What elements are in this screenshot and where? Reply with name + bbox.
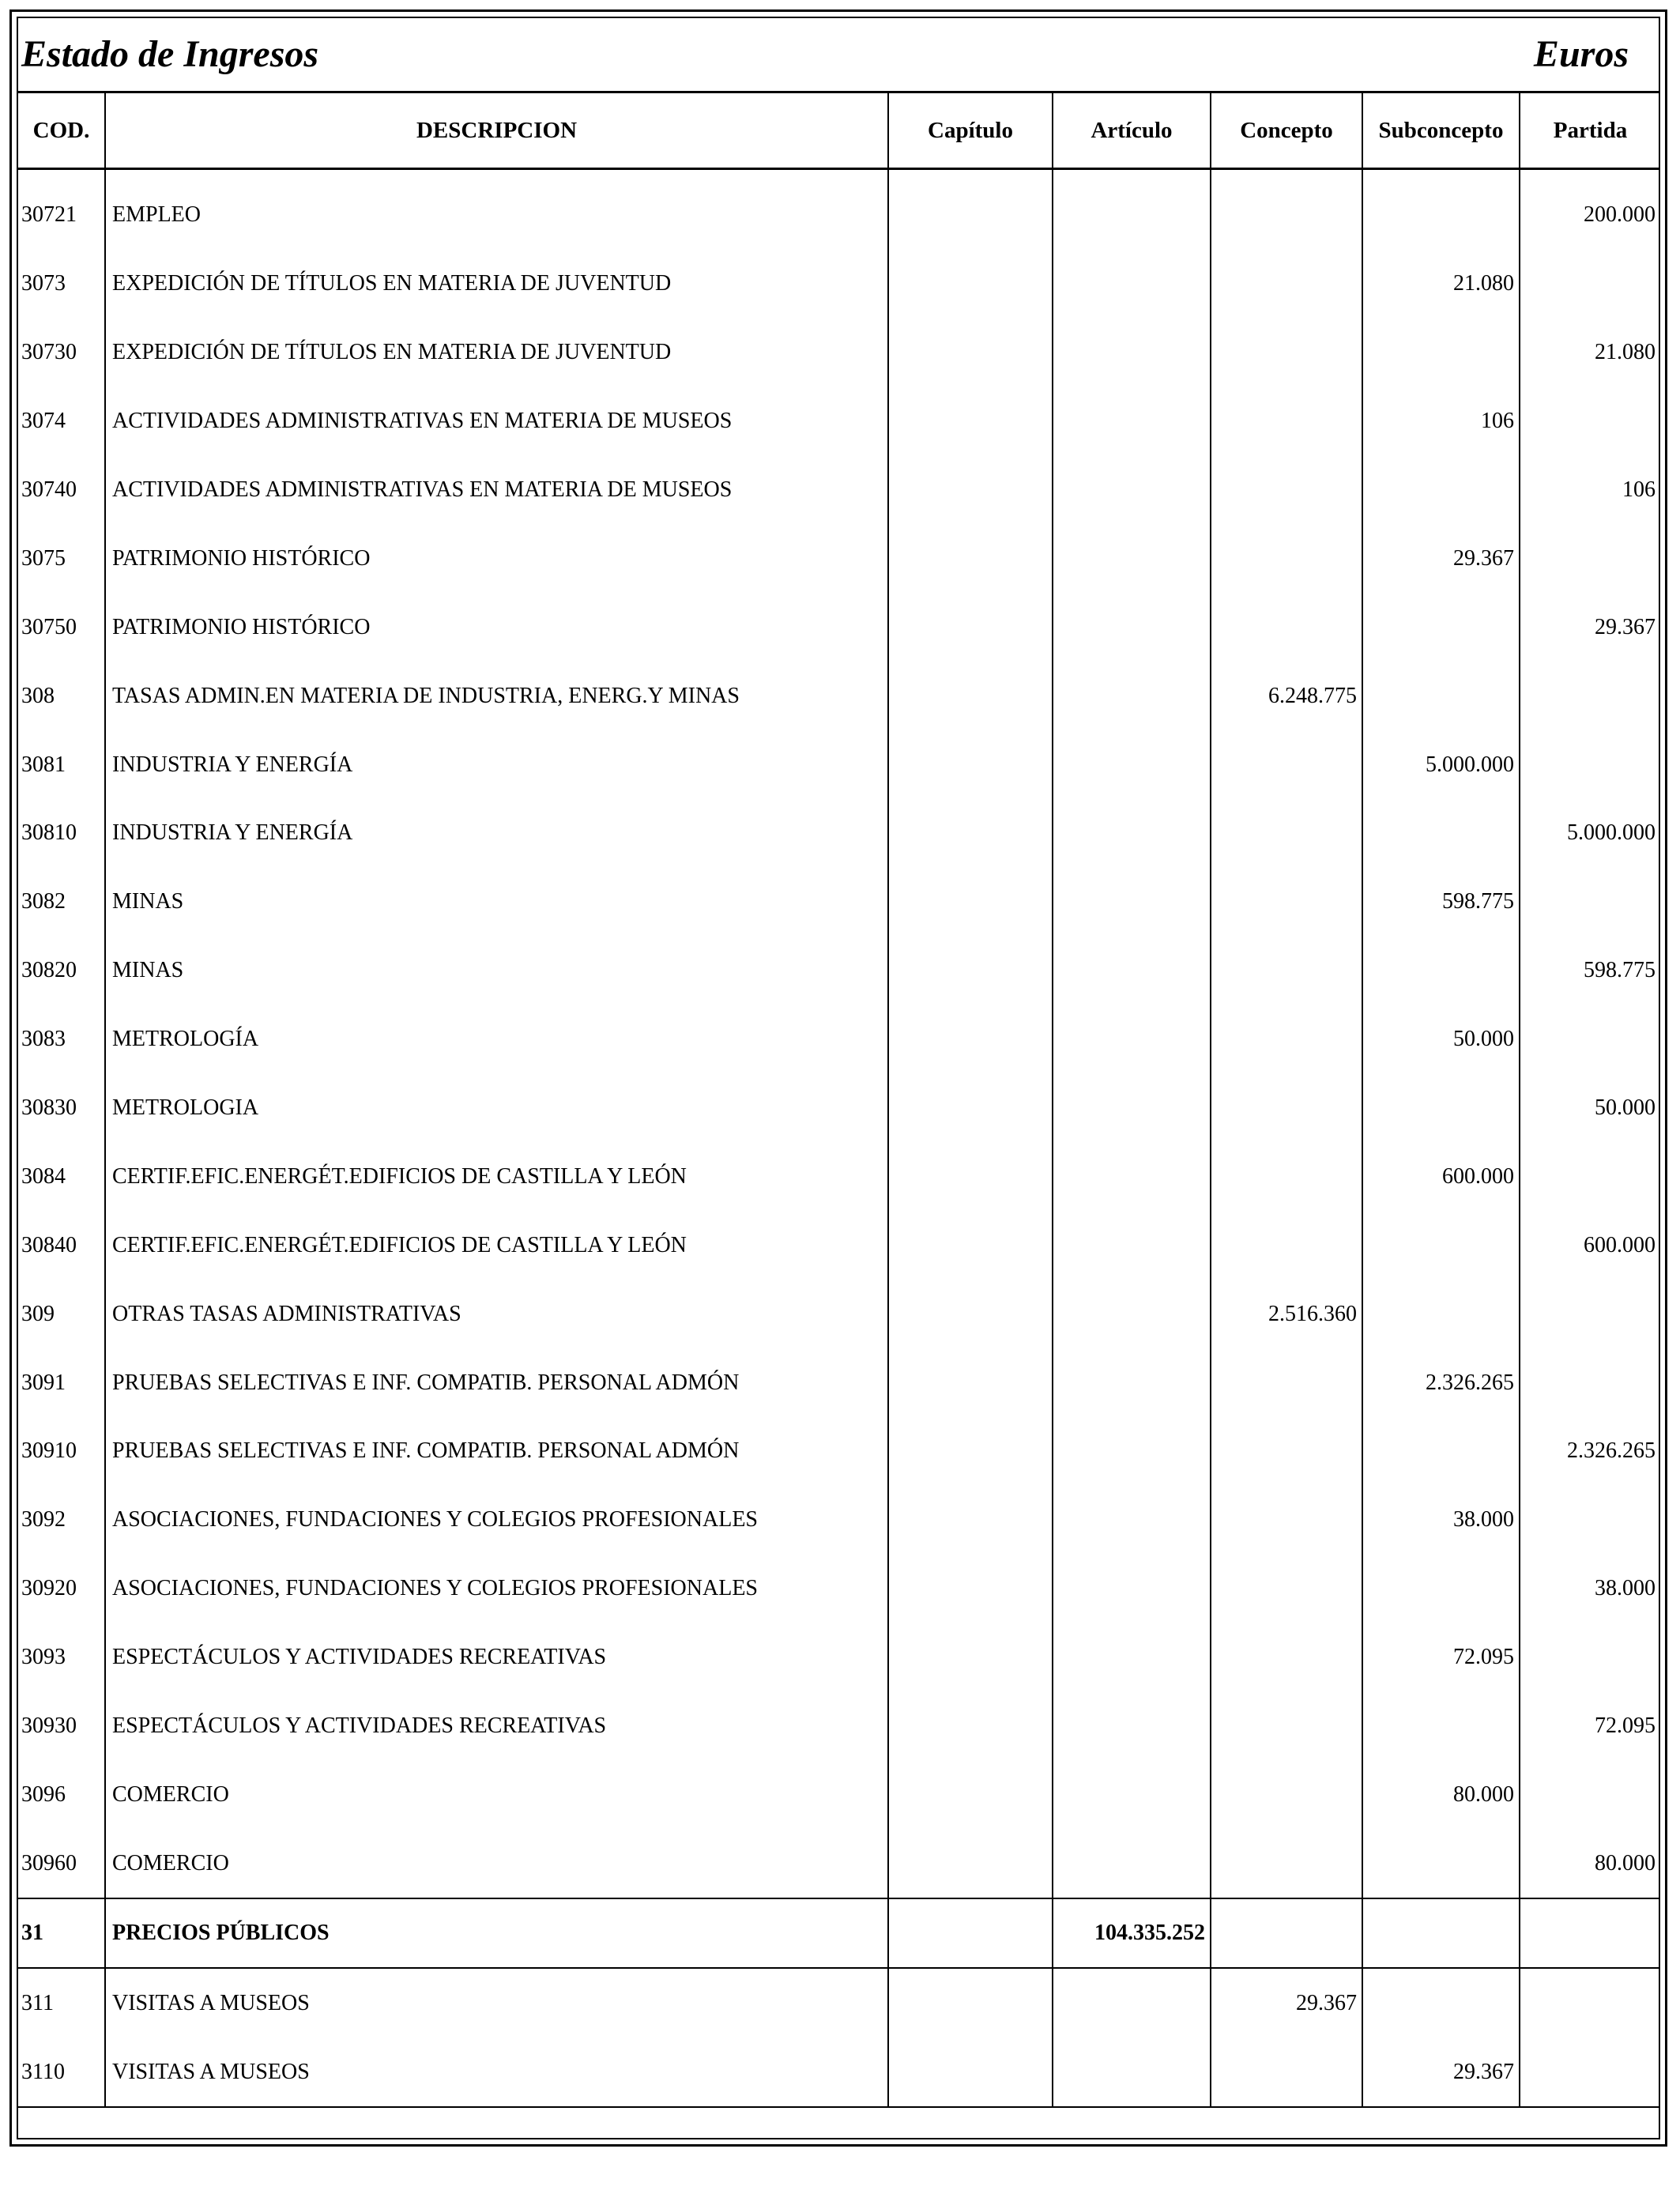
cell-articulo xyxy=(1053,1074,1211,1143)
cell-partida xyxy=(1520,1760,1660,1829)
cell-concepto xyxy=(1211,1829,1362,1898)
cell-capitulo xyxy=(888,1280,1053,1348)
cell-desc: PATRIMONIO HISTÓRICO xyxy=(105,593,888,662)
cell-articulo xyxy=(1053,1968,1211,2038)
cell-capitulo xyxy=(888,1074,1053,1143)
cell-subconcepto xyxy=(1362,593,1520,662)
cell-desc: ACTIVIDADES ADMINISTRATIVAS EN MATERIA DE MUSEOS xyxy=(105,387,888,456)
cell-desc: EXPEDICIÓN DE TÍTULOS EN MATERIA DE JUVENTUD xyxy=(105,250,888,319)
cell-desc: VISITAS A MUSEOS xyxy=(105,1968,888,2038)
table-row xyxy=(18,524,1660,593)
cell-articulo xyxy=(1053,799,1211,868)
cell-partida: 200.000 xyxy=(1584,202,1656,228)
cell-concepto xyxy=(1211,1692,1362,1761)
cell-articulo xyxy=(1053,2038,1211,2107)
cell-capitulo xyxy=(888,1142,1053,1211)
cell-cod: 3084 xyxy=(18,1142,105,1211)
cell-partida: 2.326.265 xyxy=(1567,1438,1656,1464)
cell-subconcepto: 2.326.265 xyxy=(1362,1348,1520,1417)
cell-cod: 311 xyxy=(18,1968,105,2038)
cell-capitulo xyxy=(888,1692,1053,1761)
col-header-subconcepto: Subconcepto xyxy=(1362,93,1520,169)
cell-concepto xyxy=(1211,1142,1362,1211)
cell-partida: 600.000 xyxy=(1584,1232,1656,1257)
cell-articulo xyxy=(1053,1760,1211,1829)
cell-concepto xyxy=(1211,1760,1362,1829)
cell-subconcepto: 72.095 xyxy=(1362,1623,1520,1692)
cell-subconcepto: 21.080 xyxy=(1362,250,1520,319)
cell-partida: 72.095 xyxy=(1595,1713,1656,1739)
table-row xyxy=(18,1968,1660,2038)
table-body-after xyxy=(18,1968,1660,2107)
table-row xyxy=(18,1417,1660,1486)
cell-partida xyxy=(1520,250,1660,319)
cell-cod: 30820 xyxy=(18,937,105,1005)
cell-desc: ASOCIACIONES, FUNDACIONES Y COLEGIOS PROFESIONALES xyxy=(105,1486,888,1555)
table-row xyxy=(18,1555,1660,1623)
cell-capitulo xyxy=(888,1898,1053,1968)
cell-subconcepto xyxy=(1362,1968,1520,2038)
cell-subconcepto xyxy=(1362,1417,1520,1486)
table-row xyxy=(18,1486,1660,1555)
table-row xyxy=(18,169,1660,250)
page-title: Estado de Ingresos xyxy=(21,33,319,75)
cell-articulo xyxy=(1053,1555,1211,1623)
cell-partida: 50.000 xyxy=(1595,1095,1656,1121)
cell-desc: EXPEDICIÓN DE TÍTULOS EN MATERIA DE JUVENTUD xyxy=(105,319,888,387)
cell-subconcepto xyxy=(1362,937,1520,1005)
cell-subconcepto xyxy=(1362,1074,1520,1143)
cell-cod: 30840 xyxy=(18,1211,105,1280)
cell-cod: 30910 xyxy=(18,1417,105,1486)
cell-subconcepto: 29.367 xyxy=(1362,2038,1520,2107)
cell-partida xyxy=(1520,1623,1660,1692)
cell-concepto xyxy=(1211,456,1362,525)
cell-articulo xyxy=(1053,1005,1211,1074)
cell-concepto: 6.248.775 xyxy=(1211,662,1362,730)
cell-concepto xyxy=(1211,1898,1362,1968)
cell-capitulo xyxy=(888,799,1053,868)
cell-subconcepto: 38.000 xyxy=(1362,1486,1520,1555)
cell-subconcepto: 600.000 xyxy=(1362,1142,1520,1211)
cell-desc: OTRAS TASAS ADMINISTRATIVAS xyxy=(105,1280,888,1348)
cell-cod: 3073 xyxy=(18,250,105,319)
table-body-section xyxy=(18,1898,1660,1968)
cell-cod: 3075 xyxy=(18,524,105,593)
cell-subconcepto: 80.000 xyxy=(1362,1760,1520,1829)
cell-articulo xyxy=(1053,730,1211,799)
cell-partida: 598.775 xyxy=(1584,958,1656,983)
cell-capitulo xyxy=(888,1829,1053,1898)
cell-cod: 3092 xyxy=(18,1486,105,1555)
cell-capitulo xyxy=(888,456,1053,525)
cell-articulo xyxy=(1053,387,1211,456)
cell-articulo xyxy=(1053,1280,1211,1348)
cell-cod: 3096 xyxy=(18,1760,105,1829)
cell-articulo xyxy=(1053,1829,1211,1898)
cell-partida xyxy=(1520,387,1660,456)
cell-capitulo xyxy=(888,1623,1053,1692)
cell-capitulo xyxy=(888,1486,1053,1555)
cell-capitulo xyxy=(888,1211,1053,1280)
cell-subconcepto xyxy=(1362,319,1520,387)
cell-concepto xyxy=(1211,1074,1362,1143)
cell-cod: 30960 xyxy=(18,1829,105,1898)
cell-articulo xyxy=(1053,1142,1211,1211)
cell-capitulo xyxy=(888,169,1053,250)
table-row xyxy=(18,1074,1660,1143)
cell-concepto xyxy=(1211,593,1362,662)
cell-capitulo xyxy=(888,1005,1053,1074)
cell-concepto xyxy=(1211,319,1362,387)
cell-capitulo xyxy=(888,2038,1053,2107)
cell-cod: 3091 xyxy=(18,1348,105,1417)
cell-capitulo xyxy=(888,387,1053,456)
table-row xyxy=(18,799,1660,868)
cell-desc: CERTIF.EFIC.ENERGÉT.EDIFICIOS DE CASTILLA Y LEÓN xyxy=(105,1142,888,1211)
cell-partida xyxy=(1520,1486,1660,1555)
cell-partida xyxy=(1520,1898,1660,1968)
cell-desc: PATRIMONIO HISTÓRICO xyxy=(105,524,888,593)
cell-cod: 30920 xyxy=(18,1555,105,1623)
cell-desc: CERTIF.EFIC.ENERGÉT.EDIFICIOS DE CASTILLA Y LEÓN xyxy=(105,1211,888,1280)
cell-concepto xyxy=(1211,799,1362,868)
cell-concepto: 29.367 xyxy=(1211,1968,1362,2038)
cell-desc: MINAS xyxy=(105,868,888,937)
table-row xyxy=(18,456,1660,525)
table-row xyxy=(18,250,1660,319)
cell-subconcepto xyxy=(1362,1555,1520,1623)
cell-cod: 3093 xyxy=(18,1623,105,1692)
cell-partida: 38.000 xyxy=(1595,1576,1656,1601)
table-row xyxy=(18,319,1660,387)
cell-cod: 309 xyxy=(18,1280,105,1348)
cell-subconcepto xyxy=(1362,456,1520,525)
cell-desc: TASAS ADMIN.EN MATERIA DE INDUSTRIA, ENERG.Y MINAS xyxy=(105,662,888,730)
cell-articulo xyxy=(1053,1692,1211,1761)
cell-concepto xyxy=(1211,169,1362,250)
cell-cod: 30740 xyxy=(18,456,105,525)
cell-partida xyxy=(1520,2038,1660,2107)
cell-concepto xyxy=(1211,1211,1362,1280)
table-row xyxy=(18,1142,1660,1211)
table-row xyxy=(18,1760,1660,1829)
cell-capitulo xyxy=(888,1348,1053,1417)
cell-desc: COMERCIO xyxy=(105,1829,888,1898)
cell-desc: INDUSTRIA Y ENERGÍA xyxy=(105,799,888,868)
cell-articulo xyxy=(1053,250,1211,319)
cell-capitulo xyxy=(888,250,1053,319)
table-row xyxy=(18,662,1660,730)
title-bar xyxy=(18,18,1659,93)
cell-articulo xyxy=(1053,319,1211,387)
cell-subconcepto xyxy=(1362,662,1520,730)
cell-articulo xyxy=(1053,1486,1211,1555)
cell-capitulo xyxy=(888,524,1053,593)
cell-cod: 3083 xyxy=(18,1005,105,1074)
cell-cod: 3081 xyxy=(18,730,105,799)
cell-subconcepto: 50.000 xyxy=(1362,1005,1520,1074)
cell-cod: 30750 xyxy=(18,593,105,662)
document-frame xyxy=(9,9,1667,2147)
cell-partida xyxy=(1520,730,1660,799)
cell-desc: COMERCIO xyxy=(105,1760,888,1829)
cell-concepto xyxy=(1211,1555,1362,1623)
cell-articulo xyxy=(1053,524,1211,593)
cell-concepto xyxy=(1211,1417,1362,1486)
cell-partida xyxy=(1520,1348,1660,1417)
cell-capitulo xyxy=(888,593,1053,662)
document-inner-frame xyxy=(17,17,1660,2139)
table-row xyxy=(18,937,1660,1005)
cell-desc: MINAS xyxy=(105,937,888,1005)
cell-partida xyxy=(1520,1005,1660,1074)
cell-subconcepto xyxy=(1362,1280,1520,1348)
cell-cod: 30810 xyxy=(18,799,105,868)
cell-cod: 3110 xyxy=(18,2038,105,2107)
cell-cod: 30721 xyxy=(18,169,105,250)
cell-cod: 308 xyxy=(18,662,105,730)
cell-subconcepto xyxy=(1362,799,1520,868)
cell-concepto: 2.516.360 xyxy=(1211,1280,1362,1348)
cell-cod: 30730 xyxy=(18,319,105,387)
table-body-empty xyxy=(18,2107,1660,2158)
cell-subconcepto xyxy=(1362,169,1520,250)
cell-concepto xyxy=(1211,868,1362,937)
table-row xyxy=(18,2038,1660,2107)
cell-articulo xyxy=(1053,169,1211,250)
table-row xyxy=(18,1623,1660,1692)
empty-cell xyxy=(18,2107,1660,2158)
cell-desc: ESPECTÁCULOS Y ACTIVIDADES RECREATIVAS xyxy=(105,1692,888,1761)
cell-articulo xyxy=(1053,1211,1211,1280)
cell-articulo xyxy=(1053,937,1211,1005)
section-row xyxy=(18,1898,1660,1968)
cell-capitulo xyxy=(888,1417,1053,1486)
table-row xyxy=(18,1692,1660,1761)
cell-articulo xyxy=(1053,662,1211,730)
cell-desc: PRUEBAS SELECTIVAS E INF. COMPATIB. PERSONAL ADMÓN xyxy=(105,1348,888,1417)
col-header-partida: Partida xyxy=(1520,93,1660,169)
table-row xyxy=(18,1829,1660,1898)
col-header-capitulo: Capítulo xyxy=(888,93,1053,169)
cell-capitulo xyxy=(888,730,1053,799)
table-row xyxy=(18,387,1660,456)
cell-desc: VISITAS A MUSEOS xyxy=(105,2038,888,2107)
cell-articulo xyxy=(1053,593,1211,662)
cell-concepto xyxy=(1211,1348,1362,1417)
cell-cod: 3074 xyxy=(18,387,105,456)
table-row xyxy=(18,1211,1660,1280)
cell-concepto xyxy=(1211,387,1362,456)
cell-subconcepto: 5.000.000 xyxy=(1362,730,1520,799)
cell-articulo: 104.335.252 xyxy=(1053,1898,1211,1968)
income-table xyxy=(18,93,1660,2158)
cell-articulo xyxy=(1053,1348,1211,1417)
cell-subconcepto: 106 xyxy=(1362,387,1520,456)
cell-partida xyxy=(1520,868,1660,937)
table-row xyxy=(18,868,1660,937)
cell-articulo xyxy=(1053,1417,1211,1486)
cell-subconcepto: 598.775 xyxy=(1362,868,1520,937)
cell-cod: 31 xyxy=(18,1898,105,1968)
cell-partida: 21.080 xyxy=(1595,340,1656,365)
cell-partida xyxy=(1520,662,1660,730)
table-row xyxy=(18,593,1660,662)
currency-label: Euros xyxy=(1533,33,1629,75)
cell-partida: 29.367 xyxy=(1595,614,1656,639)
cell-subconcepto xyxy=(1362,1692,1520,1761)
empty-row xyxy=(18,2107,1660,2158)
cell-articulo xyxy=(1053,868,1211,937)
table-row xyxy=(18,1280,1660,1348)
cell-capitulo xyxy=(888,1760,1053,1829)
cell-desc: PRUEBAS SELECTIVAS E INF. COMPATIB. PERSONAL ADMÓN xyxy=(105,1417,888,1486)
cell-partida xyxy=(1520,1280,1660,1348)
cell-cod: 30830 xyxy=(18,1074,105,1143)
cell-desc: INDUSTRIA Y ENERGÍA xyxy=(105,730,888,799)
cell-desc: METROLOGÍA xyxy=(105,1005,888,1074)
cell-cod: 30930 xyxy=(18,1692,105,1761)
cell-concepto xyxy=(1211,937,1362,1005)
cell-capitulo xyxy=(888,868,1053,937)
cell-concepto xyxy=(1211,730,1362,799)
col-header-concepto: Concepto xyxy=(1211,93,1362,169)
cell-capitulo xyxy=(888,1968,1053,2038)
col-header-articulo: Artículo xyxy=(1053,93,1211,169)
cell-concepto xyxy=(1211,2038,1362,2107)
cell-capitulo xyxy=(888,662,1053,730)
cell-partida xyxy=(1520,524,1660,593)
cell-concepto xyxy=(1211,250,1362,319)
cell-desc: ASOCIACIONES, FUNDACIONES Y COLEGIOS PROFESIONALES xyxy=(105,1555,888,1623)
cell-subconcepto xyxy=(1362,1211,1520,1280)
cell-partida: 106 xyxy=(1622,477,1656,502)
table-row xyxy=(18,1348,1660,1417)
col-header-descripcion: DESCRIPCION xyxy=(105,93,888,169)
cell-desc: ACTIVIDADES ADMINISTRATIVAS EN MATERIA DE MUSEOS xyxy=(105,456,888,525)
cell-partida xyxy=(1520,1142,1660,1211)
cell-desc: EMPLEO xyxy=(105,169,888,250)
cell-capitulo xyxy=(888,937,1053,1005)
cell-subconcepto: 29.367 xyxy=(1362,524,1520,593)
cell-articulo xyxy=(1053,456,1211,525)
cell-articulo xyxy=(1053,1623,1211,1692)
cell-subconcepto xyxy=(1362,1829,1520,1898)
cell-partida: 80.000 xyxy=(1595,1850,1656,1875)
cell-partida xyxy=(1520,1968,1660,2038)
cell-concepto xyxy=(1211,1486,1362,1555)
table-row xyxy=(18,1005,1660,1074)
cell-concepto xyxy=(1211,524,1362,593)
cell-desc: METROLOGIA xyxy=(105,1074,888,1143)
table-body-main xyxy=(18,169,1660,1899)
cell-capitulo xyxy=(888,319,1053,387)
cell-subconcepto xyxy=(1362,1898,1520,1968)
table-row xyxy=(18,730,1660,799)
col-header-cod: COD. xyxy=(18,93,105,169)
header-row xyxy=(18,93,1660,169)
cell-concepto xyxy=(1211,1623,1362,1692)
cell-concepto xyxy=(1211,1005,1362,1074)
cell-partida: 5.000.000 xyxy=(1567,820,1656,846)
cell-desc: PRECIOS PÚBLICOS xyxy=(105,1898,888,1968)
cell-desc: ESPECTÁCULOS Y ACTIVIDADES RECREATIVAS xyxy=(105,1623,888,1692)
cell-cod: 3082 xyxy=(18,868,105,937)
cell-capitulo xyxy=(888,1555,1053,1623)
